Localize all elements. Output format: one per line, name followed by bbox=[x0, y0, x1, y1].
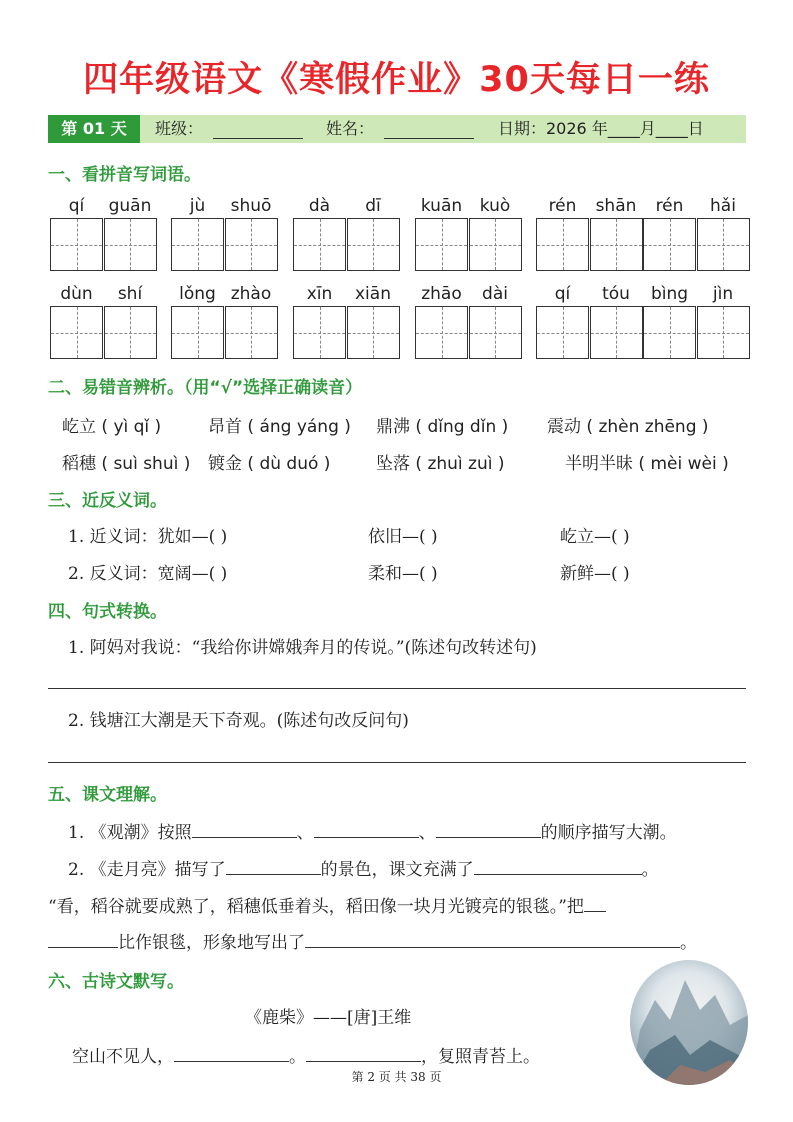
writing-box[interactable] bbox=[104, 306, 157, 359]
section-4-heading: 四、句式转换。 bbox=[48, 602, 167, 622]
synonym-item-3: 屹立—( ) bbox=[560, 527, 630, 547]
pinyin-label: dī bbox=[365, 196, 381, 216]
pinyin-label: tóu bbox=[602, 284, 630, 304]
pinyin-label: lǒng bbox=[179, 284, 216, 304]
section-1-heading: 一、看拼音写词语。 bbox=[48, 165, 201, 185]
pronunciation-item[interactable] bbox=[565, 449, 729, 474]
pinyin-options[interactable]: ( dù duó ) bbox=[247, 454, 331, 474]
pinyin-label: hǎi bbox=[710, 196, 736, 216]
writing-box[interactable] bbox=[171, 218, 224, 271]
pinyin-label: dà bbox=[308, 196, 331, 216]
writing-box[interactable] bbox=[697, 218, 750, 271]
section-5-heading: 五、课文理解。 bbox=[48, 785, 167, 805]
pinyin-label: kuān bbox=[420, 196, 463, 216]
pinyin-options[interactable]: ( zhèn zhēng ) bbox=[586, 417, 709, 437]
answer-line-1[interactable] bbox=[48, 688, 746, 689]
writing-box[interactable] bbox=[469, 218, 522, 271]
writing-box[interactable] bbox=[590, 306, 643, 359]
pinyin-label: bìng bbox=[650, 284, 689, 304]
pinyin-label: dùn bbox=[60, 284, 93, 304]
synonym-item-2: 依旧—( ) bbox=[368, 527, 438, 547]
writing-box[interactable] bbox=[225, 306, 278, 359]
word: 半明半昧 bbox=[565, 454, 633, 474]
poem-title: 《鹿柴》——[唐]王维 bbox=[245, 1008, 412, 1028]
class-label: 班级： bbox=[155, 119, 204, 138]
comprehension-q2: 2. 《走月亮》描写了 的景色，课文充满了 。 bbox=[68, 860, 659, 880]
page-title: 四年级语文《寒假作业》30天每日一练 bbox=[83, 60, 710, 100]
word: 稻穗 bbox=[62, 454, 96, 474]
writing-box[interactable] bbox=[415, 218, 468, 271]
pinyin-label: guān bbox=[108, 196, 152, 216]
transform-q1: 1. 阿妈对我说：“我给你讲嫦娥奔月的传说。”(陈述句改转述句) bbox=[68, 638, 537, 658]
writing-box[interactable] bbox=[50, 218, 103, 271]
pinyin-label: rén bbox=[655, 196, 684, 216]
comprehension-q3-line2: 比作银毯，形象地写出了 。 bbox=[48, 928, 697, 953]
word: 坠落 bbox=[376, 454, 410, 474]
pinyin-options[interactable]: ( yì qǐ ) bbox=[101, 417, 162, 437]
writing-box[interactable] bbox=[347, 306, 400, 359]
word: 鼎沸 bbox=[376, 417, 410, 437]
synonym-item-1: 1. 近义词：犹如—( ) bbox=[68, 527, 228, 547]
pinyin-label: shí bbox=[117, 284, 143, 304]
word: 震动 bbox=[547, 417, 581, 437]
date-label: 日期：2026 年____月____日 bbox=[498, 119, 704, 138]
pinyin-options[interactable]: ( áng yáng ) bbox=[247, 417, 351, 437]
pinyin-label: zhào bbox=[230, 284, 272, 304]
writing-box[interactable] bbox=[697, 306, 750, 359]
pronunciation-item[interactable] bbox=[208, 449, 330, 474]
writing-box[interactable] bbox=[293, 306, 346, 359]
pronunciation-item[interactable] bbox=[376, 412, 508, 437]
name-label: 姓名： bbox=[326, 119, 375, 138]
pinyin-label: zhāo bbox=[421, 284, 462, 304]
writing-box[interactable] bbox=[347, 218, 400, 271]
writing-box[interactable] bbox=[590, 218, 643, 271]
word: 屹立 bbox=[62, 417, 96, 437]
writing-box[interactable] bbox=[104, 218, 157, 271]
poem-line: 空山不见人， 。 ，复照青苔上。 bbox=[72, 1047, 540, 1067]
writing-box[interactable] bbox=[536, 306, 589, 359]
page-footer: 第 2 页 共 38 页 bbox=[351, 1070, 442, 1084]
word: 昂首 bbox=[208, 417, 242, 437]
comprehension-q3-line1: “看，稻谷就要成熟了，稻穗低垂着头，稻田像一块月光镀亮的银毯。”把 bbox=[48, 892, 606, 917]
landscape-painting-image bbox=[630, 960, 748, 1085]
pinyin-label: shān bbox=[595, 196, 637, 216]
pinyin-label: qí bbox=[554, 284, 571, 304]
writing-box[interactable] bbox=[536, 218, 589, 271]
pinyin-label: xīn bbox=[306, 284, 333, 304]
pinyin-options[interactable]: ( zhuì zuì ) bbox=[415, 454, 505, 474]
pinyin-label: jìn bbox=[712, 284, 734, 304]
pronunciation-item[interactable] bbox=[376, 449, 505, 474]
pinyin-options[interactable]: ( dǐng dǐn ) bbox=[415, 417, 509, 437]
pinyin-label: shuō bbox=[230, 196, 272, 216]
writing-box[interactable] bbox=[415, 306, 468, 359]
pinyin-label: xiān bbox=[355, 284, 391, 304]
pronunciation-item[interactable] bbox=[208, 412, 351, 437]
transform-q2: 2. 钱塘江大潮是天下奇观。(陈述句改反问句) bbox=[68, 711, 409, 731]
section-3-heading: 三、近反义词。 bbox=[48, 491, 167, 511]
writing-box[interactable] bbox=[171, 306, 224, 359]
writing-box[interactable] bbox=[293, 218, 346, 271]
writing-box[interactable] bbox=[469, 306, 522, 359]
pronunciation-item[interactable] bbox=[62, 449, 190, 474]
antonym-item-2: 柔和—( ) bbox=[368, 564, 438, 584]
writing-box[interactable] bbox=[225, 218, 278, 271]
pinyin-label: rén bbox=[548, 196, 577, 216]
pinyin-options[interactable]: ( mèi wèi ) bbox=[638, 454, 729, 474]
writing-box[interactable] bbox=[643, 218, 696, 271]
word: 镀金 bbox=[208, 454, 242, 474]
section-2-heading: 二、易错音辨析。（用“√”选择正确读音） bbox=[48, 378, 363, 398]
pinyin-label: jù bbox=[189, 196, 206, 216]
answer-line-2[interactable] bbox=[48, 762, 746, 763]
writing-box[interactable] bbox=[643, 306, 696, 359]
pinyin-options[interactable]: ( suì shuì ) bbox=[101, 454, 191, 474]
writing-box[interactable] bbox=[50, 306, 103, 359]
antonym-item-3: 新鲜—( ) bbox=[560, 564, 630, 584]
pinyin-label: kuò bbox=[479, 196, 511, 216]
pinyin-label: dài bbox=[482, 284, 508, 304]
pinyin-label: qí bbox=[68, 196, 85, 216]
section-6-heading: 六、古诗文默写。 bbox=[48, 972, 184, 992]
pronunciation-item[interactable] bbox=[62, 412, 161, 437]
antonym-item-1: 2. 反义词：宽阔—( ) bbox=[68, 564, 228, 584]
comprehension-q1: 1. 《观潮》按照 、 、 的顺序描写大潮。 bbox=[68, 823, 677, 843]
day-badge: 第 01 天 bbox=[48, 115, 140, 143]
pronunciation-item[interactable] bbox=[547, 412, 709, 437]
